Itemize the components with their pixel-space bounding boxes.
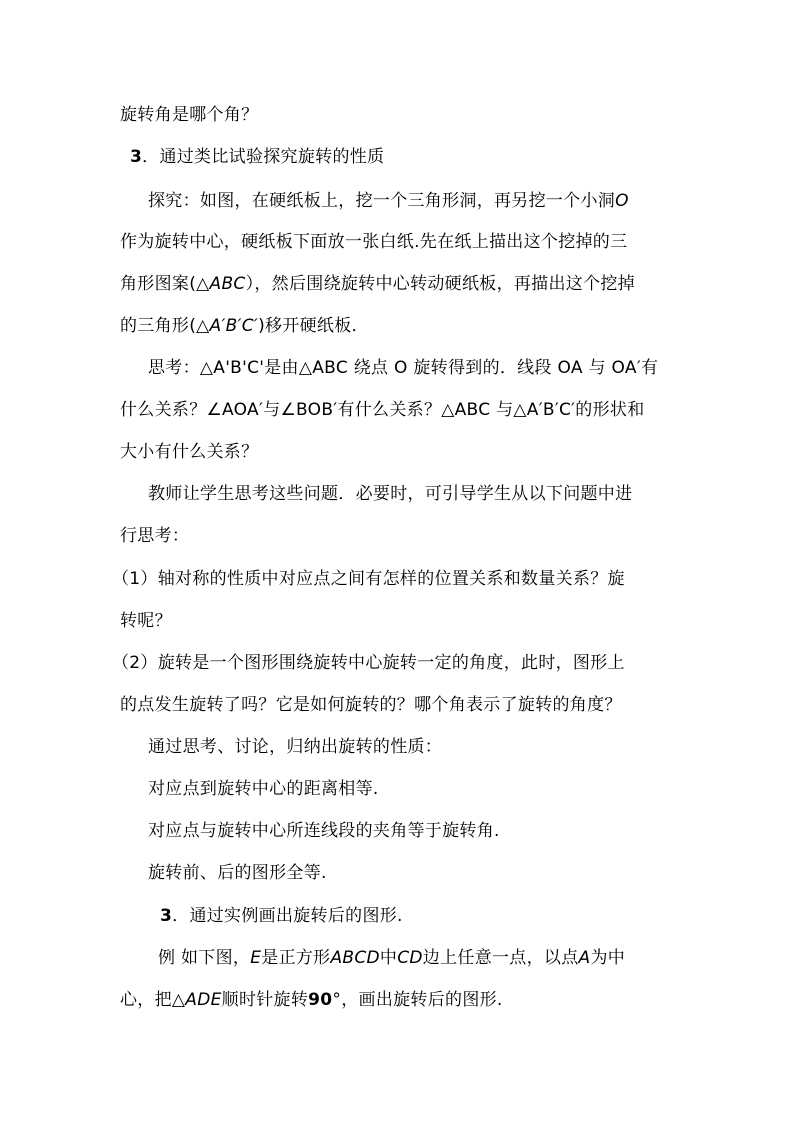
text-span: 思考：△A'B'C'是由△ABC 绕点 O 旋转得到的．线段 OA 与 OA′有 xyxy=(148,358,659,378)
section-number: 3 xyxy=(130,147,143,167)
text-line xyxy=(148,190,629,212)
text-line xyxy=(120,694,622,716)
section-number: 3 xyxy=(160,906,173,926)
text-span: 对应点与旋转中心所连线段的夹角等于旋转角. xyxy=(148,821,500,841)
text-span: 探究：如图，在硬纸板上，挖一个三角形洞，再另挖一个小洞 xyxy=(148,191,616,211)
text-span: 对应点到旋转中心的距离相等. xyxy=(148,779,379,799)
text-line xyxy=(148,736,442,758)
text-span: 例 如下图， xyxy=(158,948,251,968)
text-span: 顺时针旋转 xyxy=(221,990,309,1010)
text-line xyxy=(158,947,625,969)
text-line xyxy=(120,273,635,295)
text-line xyxy=(120,399,645,421)
text-line xyxy=(148,820,500,842)
math-symbol: O xyxy=(615,191,629,211)
text-span: ．通过实例画出旋转后的图形. xyxy=(172,906,403,926)
text-line xyxy=(120,441,258,463)
text-line xyxy=(120,525,189,547)
text-span: ），然后围绕旋转中心转动硬纸板，再描出这个挖掉 xyxy=(245,274,635,294)
text-line xyxy=(112,652,625,674)
text-span: 为中 xyxy=(590,948,626,968)
number-span: 90 xyxy=(308,990,333,1010)
text-line xyxy=(148,483,632,505)
text-line xyxy=(120,610,172,632)
text-span: 旋转角是哪个角？ xyxy=(120,105,259,125)
text-span: )移开硬纸板． xyxy=(258,316,369,336)
text-line xyxy=(120,231,627,253)
text-line xyxy=(120,104,258,126)
text-span: 大小有什么关系？ xyxy=(120,442,259,462)
math-symbol: CD xyxy=(397,948,423,968)
text-span: 的点发生旋转了吗？它是如何旋转的？哪个角表示了旋转的角度？ xyxy=(120,695,622,715)
math-symbol: ADE xyxy=(185,990,222,1010)
text-span: （2）旋转是一个图形围绕旋转中心旋转一定的角度，此时，图形上 xyxy=(112,653,625,673)
text-span: 边上任意一点，以点 xyxy=(422,948,579,968)
text-span: 通过思考、讨论，归纳出旋转的性质： xyxy=(148,737,443,757)
text-line xyxy=(112,568,625,590)
text-span: 心，把△ xyxy=(120,990,186,1010)
math-symbol: E xyxy=(250,948,262,968)
math-symbol: A′B′C′ xyxy=(209,316,259,336)
text-line xyxy=(148,862,327,884)
text-span: 角形图案(△ xyxy=(120,274,210,294)
text-span: 的三角形(△ xyxy=(120,316,210,336)
math-symbol: A xyxy=(578,948,591,968)
text-span: 作为旋转中心，硬纸板下面放一张白纸.先在纸上描出这个挖掉的三 xyxy=(120,232,628,252)
text-line xyxy=(148,357,658,379)
section-heading xyxy=(160,905,403,927)
text-span: （1）轴对称的性质中对应点之间有怎样的位置关系和数量关系？旋 xyxy=(112,569,625,589)
text-span: 中 xyxy=(379,948,398,968)
text-span: 什么关系？∠AOA′与∠BOB′有什么关系？△ABC 与△A′B′C′的形状和 xyxy=(120,400,645,420)
math-symbol: ABCD xyxy=(330,948,380,968)
text-span: 旋转前、后的图形全等. xyxy=(148,863,327,883)
text-span: 是正方形 xyxy=(261,948,331,968)
text-span: 行思考： xyxy=(120,526,190,546)
section-heading xyxy=(130,146,384,168)
text-line xyxy=(120,315,369,337)
text-line xyxy=(120,989,503,1011)
text-span: °，画出旋转后的图形. xyxy=(332,990,503,1010)
text-span: 教师让学生思考这些问题．必要时，可引导学生从以下问题中进 xyxy=(148,484,633,504)
text-span: 转呢？ xyxy=(120,611,172,631)
text-line xyxy=(148,778,379,800)
text-span: ．通过类比试验探究旋转的性质 xyxy=(142,147,385,167)
math-symbol: ABC xyxy=(209,274,246,294)
